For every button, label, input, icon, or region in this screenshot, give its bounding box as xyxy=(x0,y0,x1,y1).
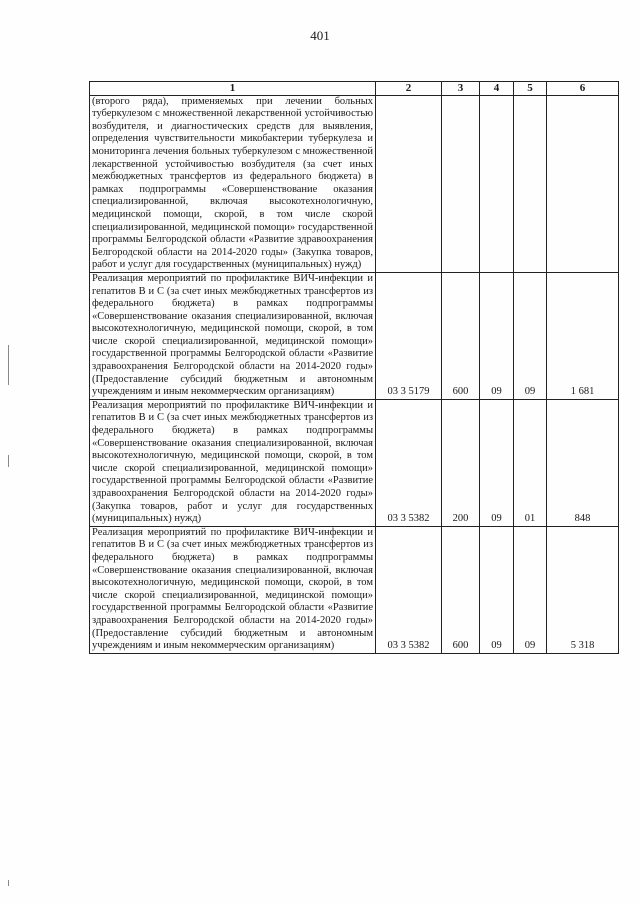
table-header-row xyxy=(90,82,619,96)
row-target-code xyxy=(376,95,442,272)
row-subsection: 01 xyxy=(514,399,547,526)
row-expense-type: 600 xyxy=(442,272,480,399)
row-description: Реализация мероприятий по профилактике ВИЧ-инфекции и гепатитов B и C (за счет иных межбюджетных трансфертов из федерального бюджета) в рамках подпрограммы «Совершенствование оказания специализированной, включая высокотехнологичную, медицинской помощи, скорой, в том числе скорой специализированной, медицинской помощи» государственной программы Белгородской области «Развитие здравоохранения Белгородской области на 2014-2020 годы» (Предоставление субсидий бюджетным и автономным учреждениям и иным некоммерческим организациям) xyxy=(90,526,376,653)
row-expense-type: 200 xyxy=(442,399,480,526)
row-expense-type xyxy=(442,95,480,272)
row-description: Реализация мероприятий по профилактике ВИЧ-инфекции и гепатитов B и C (за счет иных межбюджетных трансфертов из федерального бюджета) в рамках подпрограммы «Совершенствование оказания специализированной, включая высокотехнологичную, медицинской помощи, скорой, в том числе скорой специализированной, медицинской помощи» государственной программы Белгородской области «Развитие здравоохранения Белгородской области на 2014-2020 годы» (Предоставление субсидий бюджетным и автономным учреждениям и иным некоммерческим организациям) xyxy=(90,272,376,399)
row-subsection: 09 xyxy=(514,272,547,399)
row-expense-type: 600 xyxy=(442,526,480,653)
row-section xyxy=(480,95,514,272)
row-amount: 1 681 xyxy=(547,272,619,399)
row-target-code: 03 3 5382 xyxy=(376,526,442,653)
column-header: 5 xyxy=(514,82,547,96)
row-description: (второго ряда), применяемых при лечении больных туберкулезом с множественной лекарственной устойчивостью возбудителя, и диагностических средств для выявления, определения чувствительности микобактерии туберкулеза и мониторинга лечения больных туберкулезом с множественной лекарственной устойчивостью возбудителя (за счет иных межбюджетных трансфертов из федерального бюджета) в рамках подпрограммы «Совершенствование оказания специализированной, включая высокотехнологичную, медицинской помощи, скорой, в том числе скорой специализированной, медицинской помощи» государственной программы Белгородской области «Развитие здравоохранения Белгородской области на 2014-2020 годы» (Закупка товаров, работ и услуг для государственных (муниципальных) нужд) xyxy=(90,95,376,272)
scan-edge-mark xyxy=(8,345,9,385)
row-amount: 848 xyxy=(547,399,619,526)
row-section: 09 xyxy=(480,526,514,653)
column-header: 2 xyxy=(376,82,442,96)
row-target-code: 03 3 5382 xyxy=(376,399,442,526)
table-row xyxy=(90,272,619,399)
column-header: 1 xyxy=(90,82,376,96)
column-header: 6 xyxy=(547,82,619,96)
row-subsection: 09 xyxy=(514,526,547,653)
scan-edge-mark xyxy=(8,880,9,886)
scan-edge-mark xyxy=(8,455,9,467)
column-header: 4 xyxy=(480,82,514,96)
row-amount xyxy=(547,95,619,272)
row-target-code: 03 3 5179 xyxy=(376,272,442,399)
budget-table xyxy=(89,81,619,654)
row-section: 09 xyxy=(480,399,514,526)
table-row xyxy=(90,399,619,526)
row-amount: 5 318 xyxy=(547,526,619,653)
row-description: Реализация мероприятий по профилактике ВИЧ-инфекции и гепатитов B и C (за счет иных межбюджетных трансфертов из федерального бюджета) в рамках подпрограммы «Совершенствование оказания специализированной, включая высокотехнологичную, медицинской помощи, скорой, в том числе скорой специализированной, медицинской помощи» государственной программы Белгородской области «Развитие здравоохранения Белгородской области на 2014-2020 годы» (Закупка товаров, работ и услуг для государственных (муниципальных) нужд) xyxy=(90,399,376,526)
row-section: 09 xyxy=(480,272,514,399)
row-subsection xyxy=(514,95,547,272)
table-row xyxy=(90,526,619,653)
column-header: 3 xyxy=(442,82,480,96)
page-number: 401 xyxy=(310,28,330,43)
table-row xyxy=(90,95,619,272)
